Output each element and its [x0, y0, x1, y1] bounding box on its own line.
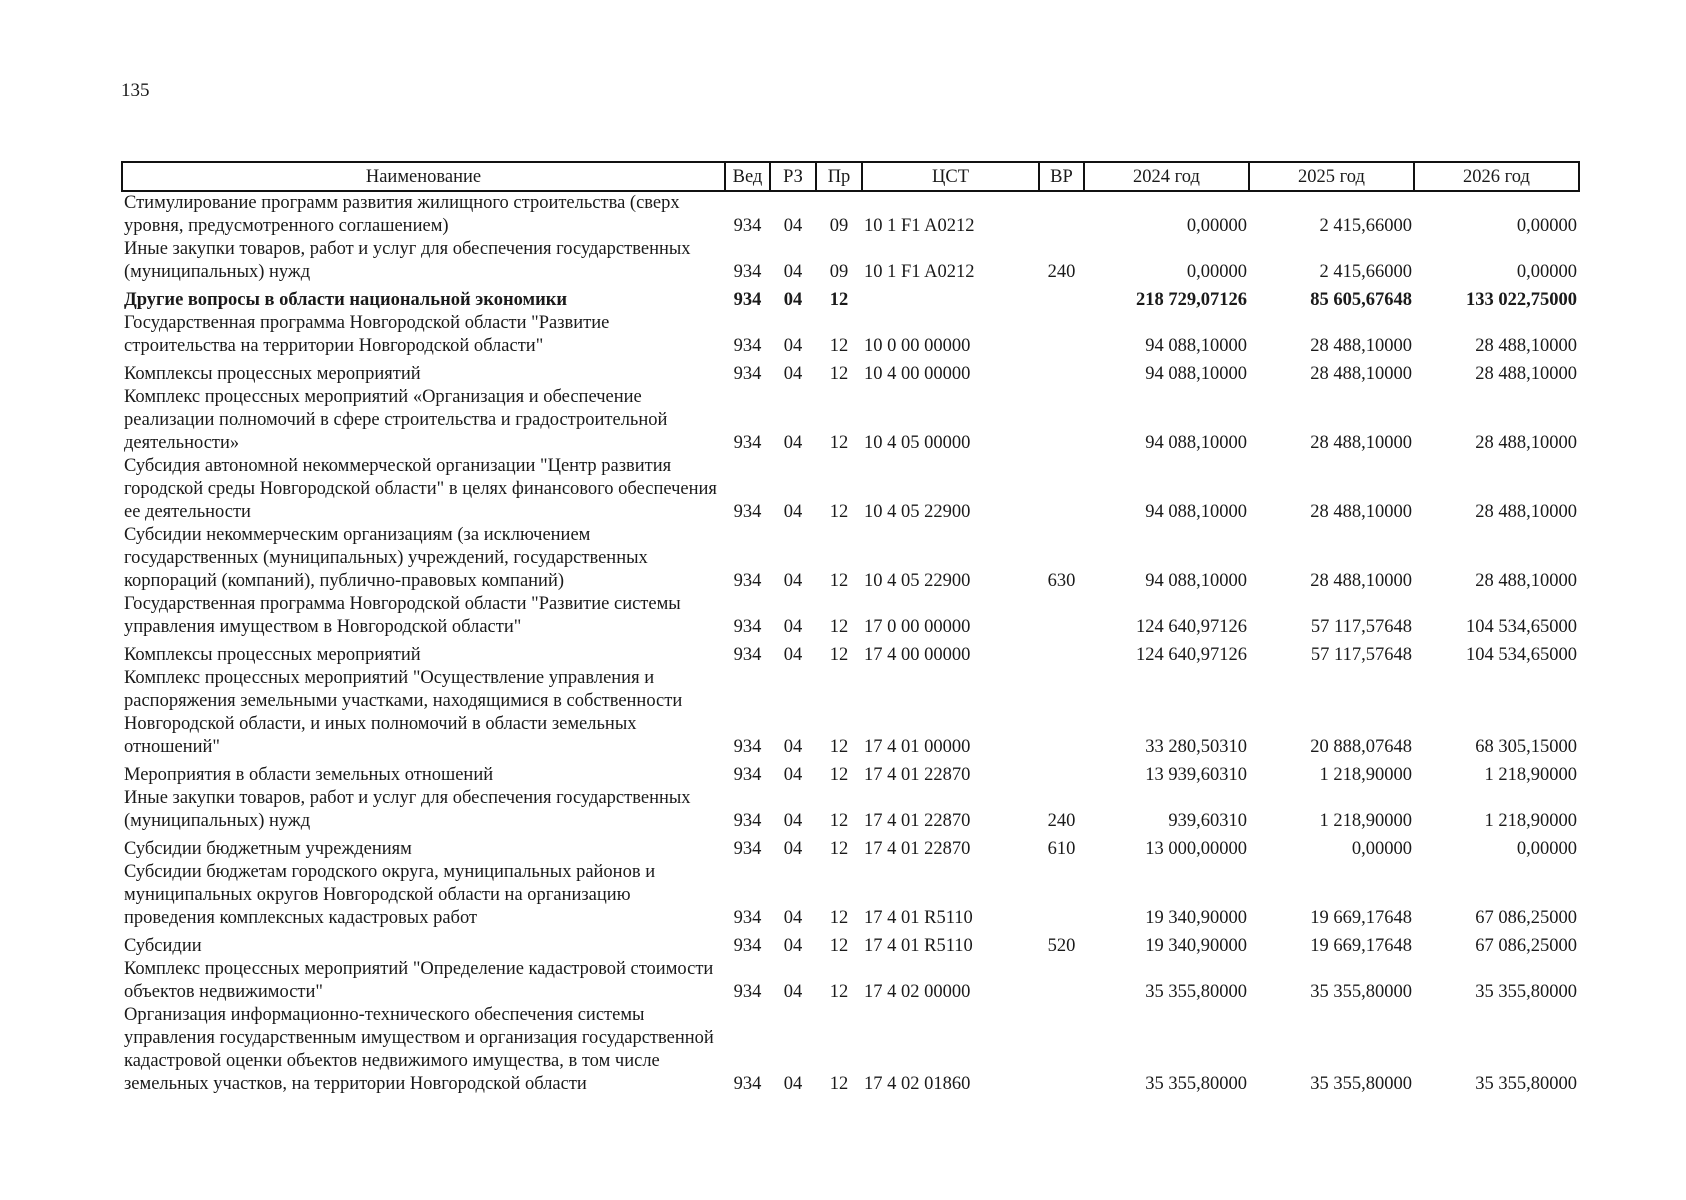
header-2025: 2025 год: [1249, 162, 1414, 191]
cell-pr: 12: [829, 645, 849, 665]
table-row: [122, 759, 1579, 787]
cell-rz: 04: [783, 839, 803, 859]
cell-name: Организация информационно-технического обеспечения системы управления государственным имуществом и организация государственной кадастровой оценки объектов недвижимого имущества, в том числе земельных участков, на территории Новгородской области: [124, 1005, 714, 1094]
cell-vr: [1039, 386, 1084, 455]
cell-2025: 1 218,90000: [1319, 811, 1412, 831]
header-ved: Вед: [725, 162, 770, 191]
cell-name: Комплекс процессных мероприятий "Определение кадастровой стоимости объектов недвижимости": [124, 959, 714, 1002]
cell-2024: 94 088,10000: [1145, 364, 1247, 384]
cell-ved: 934: [733, 216, 762, 236]
cell-2026: 35 355,80000: [1475, 982, 1577, 1002]
table-row: [122, 312, 1579, 358]
cell-cst: 17 4 00 00000: [864, 645, 971, 665]
cell-cst: 17 4 01 22870: [864, 765, 971, 785]
cell-pr: 12: [829, 1074, 849, 1094]
cell-2025: 2 415,66000: [1319, 262, 1412, 282]
header-2024: 2024 год: [1084, 162, 1249, 191]
cell-2026: 104 534,65000: [1466, 617, 1577, 637]
cell-2025: 57 117,57648: [1310, 645, 1412, 665]
cell-2024: 94 088,10000: [1145, 502, 1247, 522]
cell-cst: 17 4 01 R5110: [864, 936, 973, 956]
cell-2024: 94 088,10000: [1145, 433, 1247, 453]
cell-2026: 28 488,10000: [1475, 502, 1577, 522]
header-pr: Пр: [816, 162, 862, 191]
cell-rz: 04: [783, 811, 803, 831]
table-row: [122, 238, 1579, 284]
cell-name: Комплексы процессных мероприятий: [124, 645, 421, 665]
cell-cst: 10 0 00 00000: [864, 336, 971, 356]
cell-vr: [1039, 958, 1084, 1004]
cell-name: Субсидии бюджетным учреждениям: [124, 839, 412, 859]
cell-pr: 12: [829, 617, 849, 637]
cell-ved: 934: [733, 262, 762, 282]
cell-pr: 12: [829, 811, 849, 831]
cell-name: Мероприятия в области земельных отношений: [124, 765, 494, 785]
cell-name: Иные закупки товаров, работ и услуг для обеспечения государственных (муниципальных) нужд: [124, 239, 691, 282]
cell-2024: 939,60310: [1168, 811, 1247, 831]
cell-rz: 04: [783, 216, 803, 236]
cell-2026: 35 355,80000: [1475, 1074, 1577, 1094]
cell-ved: 934: [733, 1074, 762, 1094]
cell-cst: 17 0 00 00000: [864, 617, 971, 637]
cell-cst: 17 4 01 R5110: [864, 908, 973, 928]
cell-pr: 12: [829, 765, 849, 785]
cell-name: Комплекс процессных мероприятий «Организация и обеспечение реализации полномочий в сфере строительства и градостроительной деятельности»: [124, 387, 668, 453]
cell-2024: 19 340,90000: [1145, 908, 1247, 928]
header-vr: ВР: [1039, 162, 1084, 191]
cell-ved: 934: [733, 364, 762, 384]
cell-rz: 04: [783, 364, 803, 384]
header-2026: 2026 год: [1414, 162, 1579, 191]
cell-ved: 934: [733, 617, 762, 637]
cell-2026: 67 086,25000: [1475, 908, 1577, 928]
cell-2026: 68 305,15000: [1475, 737, 1577, 757]
cell-ved: 934: [733, 645, 762, 665]
cell-2026: 1 218,90000: [1484, 765, 1577, 785]
cell-vr: [1039, 284, 1084, 312]
cell-vr: [1039, 1004, 1084, 1096]
cell-rz: 04: [783, 290, 803, 310]
cell-pr: 12: [829, 571, 849, 591]
cell-vr: 630: [1047, 571, 1076, 591]
cell-ved: 934: [733, 908, 762, 928]
cell-2025: 19 669,17648: [1310, 936, 1412, 956]
cell-vr: [1039, 455, 1084, 524]
cell-name: Другие вопросы в области национальной экономики: [124, 290, 568, 310]
table-row: [122, 593, 1579, 639]
cell-2026: 67 086,25000: [1475, 936, 1577, 956]
cell-pr: 12: [829, 336, 849, 356]
cell-vr: [1039, 667, 1084, 759]
cell-2025: 28 488,10000: [1310, 364, 1412, 384]
cell-ved: 934: [733, 737, 762, 757]
cell-2025: 28 488,10000: [1310, 433, 1412, 453]
table-row: [122, 455, 1579, 524]
cell-rz: 04: [783, 645, 803, 665]
cell-rz: 04: [783, 617, 803, 637]
cell-2025: 28 488,10000: [1310, 336, 1412, 356]
cell-cst: 10 4 05 22900: [864, 502, 971, 522]
cell-pr: 12: [829, 908, 849, 928]
cell-2025: 85 605,67648: [1310, 290, 1412, 310]
cell-ved: 934: [733, 765, 762, 785]
cell-vr: 240: [1047, 262, 1076, 282]
table-row: [122, 958, 1579, 1004]
cell-pr: 12: [829, 364, 849, 384]
cell-cst: 17 4 01 22870: [864, 811, 971, 831]
cell-2025: 35 355,80000: [1310, 1074, 1412, 1094]
cell-rz: 04: [783, 571, 803, 591]
header-cst: ЦСТ: [862, 162, 1039, 191]
cell-ved: 934: [733, 936, 762, 956]
cell-vr: [1039, 191, 1084, 238]
cell-cst: 17 4 01 00000: [864, 737, 971, 757]
cell-rz: 04: [783, 936, 803, 956]
cell-2024: 218 729,07126: [1136, 290, 1247, 310]
cell-2025: 20 888,07648: [1310, 737, 1412, 757]
cell-pr: 12: [829, 936, 849, 956]
cell-cst: 10 1 F1 A0212: [864, 216, 975, 236]
cell-2026: 28 488,10000: [1475, 364, 1577, 384]
cell-vr: 240: [1047, 811, 1076, 831]
cell-rz: 04: [783, 1074, 803, 1094]
cell-cst: 10 4 00 00000: [864, 364, 971, 384]
cell-2024: 33 280,50310: [1145, 737, 1247, 757]
cell-2026: 133 022,75000: [1466, 290, 1577, 310]
cell-ved: 934: [733, 290, 762, 310]
cell-pr: 12: [829, 502, 849, 522]
cell-2024: 94 088,10000: [1145, 571, 1247, 591]
cell-2026: 28 488,10000: [1475, 571, 1577, 591]
table-row: [122, 833, 1579, 861]
cell-rz: 04: [783, 908, 803, 928]
cell-ved: 934: [733, 811, 762, 831]
cell-pr: 09: [829, 216, 849, 236]
table-row: [122, 524, 1579, 593]
cell-name: Комплекс процессных мероприятий "Осуществление управления и распоряжения земельными участками, находящимися в собственности Новгородской области, и иных полномочий в области земельных отношений": [124, 668, 683, 757]
cell-name: Государственная программа Новгородской области "Развитие строительства на территории Новгородской области": [124, 313, 610, 356]
cell-name: Стимулирование программ развития жилищного строительства (сверх уровня, предусмотренного соглашением): [124, 193, 680, 236]
cell-rz: 04: [783, 982, 803, 1002]
cell-2026: 0,00000: [1516, 839, 1577, 859]
cell-2026: 28 488,10000: [1475, 433, 1577, 453]
cell-2025: 28 488,10000: [1310, 502, 1412, 522]
cell-2025: 28 488,10000: [1310, 571, 1412, 591]
cell-2025: 19 669,17648: [1310, 908, 1412, 928]
table-row: [122, 358, 1579, 386]
cell-rz: 04: [783, 765, 803, 785]
cell-2026: 0,00000: [1516, 262, 1577, 282]
table-row: [122, 386, 1579, 455]
cell-2026: 0,00000: [1516, 216, 1577, 236]
cell-2024: 94 088,10000: [1145, 336, 1247, 356]
cell-ved: 934: [733, 982, 762, 1002]
cell-pr: 09: [829, 262, 849, 282]
cell-rz: 04: [783, 502, 803, 522]
cell-name: Субсидии: [124, 936, 202, 956]
cell-rz: 04: [783, 433, 803, 453]
cell-2026: 1 218,90000: [1484, 811, 1577, 831]
cell-pr: 12: [829, 433, 849, 453]
cell-vr: 520: [1047, 936, 1076, 956]
table-row: [122, 667, 1579, 759]
cell-2024: 19 340,90000: [1145, 936, 1247, 956]
cell-cst: 10 1 F1 A0212: [864, 262, 975, 282]
cell-2024: 13 939,60310: [1145, 765, 1247, 785]
table-row: [122, 1004, 1579, 1096]
cell-cst: [862, 284, 1039, 312]
cell-rz: 04: [783, 336, 803, 356]
cell-2024: 124 640,97126: [1136, 645, 1247, 665]
cell-vr: 610: [1047, 839, 1076, 859]
cell-ved: 934: [733, 433, 762, 453]
cell-cst: 17 4 01 22870: [864, 839, 971, 859]
cell-2024: 0,00000: [1186, 262, 1247, 282]
cell-2025: 2 415,66000: [1319, 216, 1412, 236]
table-row: [122, 639, 1579, 667]
cell-ved: 934: [733, 571, 762, 591]
budget-table: [121, 161, 1580, 1096]
cell-vr: [1039, 593, 1084, 639]
cell-name: Субсидии бюджетам городского округа, муниципальных районов и муниципальных округов Новгородской области на организацию проведения комплексных кадастровых работ: [124, 862, 656, 928]
cell-name: Комплексы процессных мероприятий: [124, 364, 421, 384]
cell-pr: 12: [829, 737, 849, 757]
cell-pr: 12: [829, 839, 849, 859]
table-row: [122, 930, 1579, 958]
cell-cst: 10 4 05 22900: [864, 571, 971, 591]
cell-rz: 04: [783, 737, 803, 757]
cell-rz: 04: [783, 262, 803, 282]
cell-name: Иные закупки товаров, работ и услуг для обеспечения государственных (муниципальных) нужд: [124, 788, 691, 831]
cell-2025: 57 117,57648: [1310, 617, 1412, 637]
cell-name: Субсидия автономной некоммерческой организации "Центр развития городской среды Новгородской области" в целях финансового обеспечения ее деятельности: [124, 456, 717, 522]
table-row: [122, 787, 1579, 833]
cell-ved: 934: [733, 502, 762, 522]
cell-2025: 35 355,80000: [1310, 982, 1412, 1002]
header-name: Наименование: [122, 162, 725, 191]
cell-2026: 28 488,10000: [1475, 336, 1577, 356]
cell-2024: 0,00000: [1186, 216, 1247, 236]
cell-cst: 10 4 05 00000: [864, 433, 971, 453]
cell-vr: [1039, 639, 1084, 667]
cell-2025: 0,00000: [1351, 839, 1412, 859]
table-row: [122, 861, 1579, 930]
cell-pr: 12: [829, 290, 849, 310]
cell-2026: 104 534,65000: [1466, 645, 1577, 665]
cell-2024: 35 355,80000: [1145, 982, 1247, 1002]
table-row: [122, 191, 1579, 238]
cell-ved: 934: [733, 839, 762, 859]
cell-vr: [1039, 358, 1084, 386]
cell-vr: [1039, 759, 1084, 787]
cell-2024: 35 355,80000: [1145, 1074, 1247, 1094]
table-row-section-total: [122, 284, 1579, 312]
cell-ved: 934: [733, 336, 762, 356]
cell-2025: 1 218,90000: [1319, 765, 1412, 785]
cell-2024: 124 640,97126: [1136, 617, 1247, 637]
cell-name: Государственная программа Новгородской области "Развитие системы управления имуществом в Новгородской области": [124, 594, 681, 637]
cell-vr: [1039, 861, 1084, 930]
cell-2024: 13 000,00000: [1145, 839, 1247, 859]
cell-pr: 12: [829, 982, 849, 1002]
cell-vr: [1039, 312, 1084, 358]
cell-name: Субсидии некоммерческим организациям (за исключением государственных (муниципальных) учреждений, государственных корпораций (компаний), публично-правовых компаний): [124, 525, 648, 591]
cell-cst: 17 4 02 00000: [864, 982, 971, 1002]
table-header-row: [122, 162, 1579, 191]
header-rz: РЗ: [770, 162, 816, 191]
cell-cst: 17 4 02 01860: [864, 1074, 971, 1094]
page-number: 135: [121, 80, 150, 101]
